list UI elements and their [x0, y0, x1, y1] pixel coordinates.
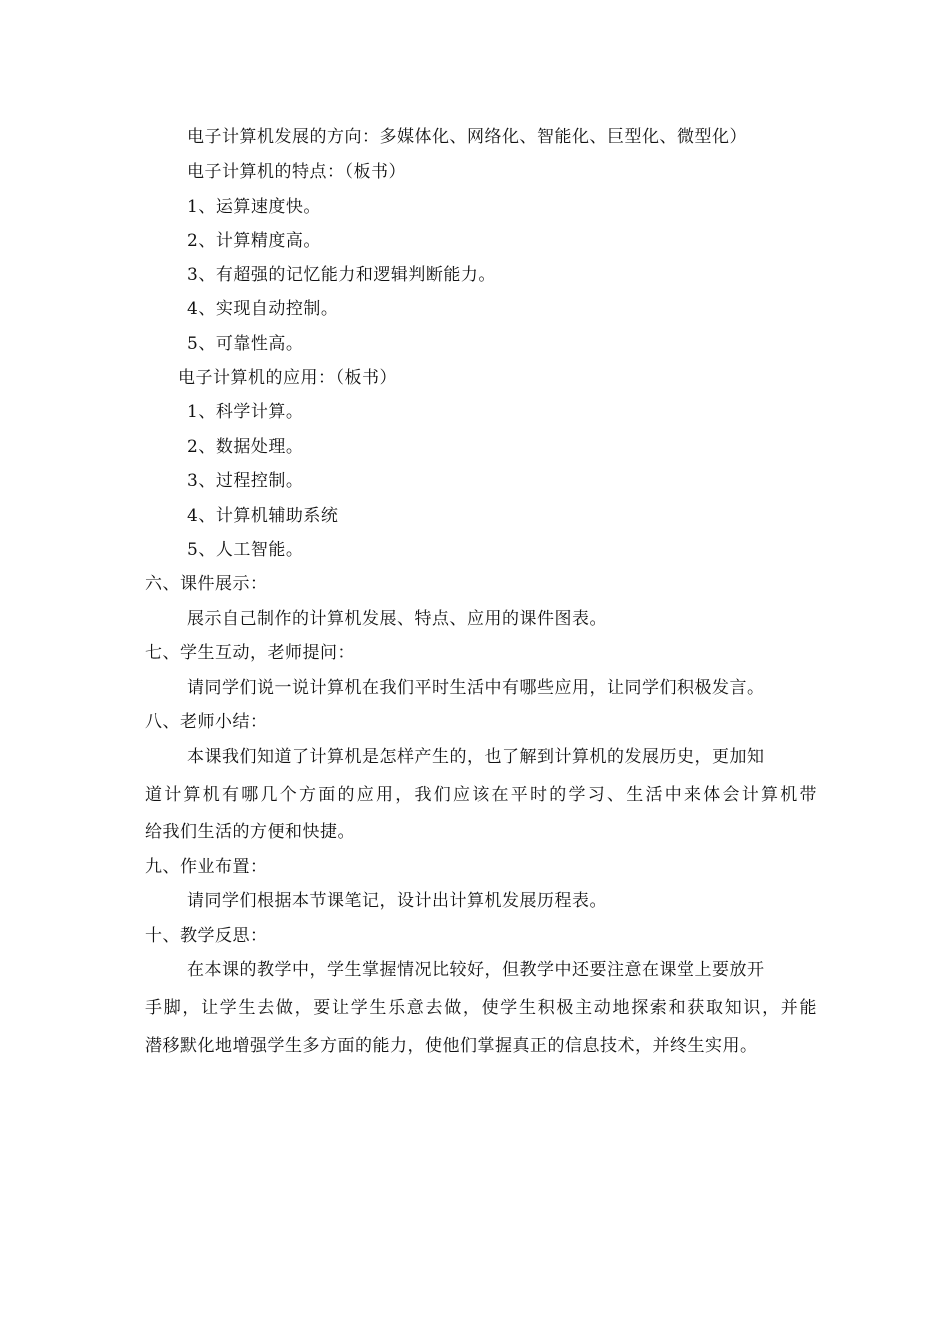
section-six-text: 展示自己制作的计算机发展、特点、应用的课件图表。 [187, 609, 607, 629]
feature-item-5: 5、可靠性高。 [187, 334, 304, 354]
application-item-2: 2、数据处理。 [187, 437, 304, 457]
development-direction-line: 电子计算机发展的方向：多媒体化、网络化、智能化、巨型化、微型化） [187, 127, 747, 147]
section-ten-heading: 十、教学反思： [145, 926, 268, 946]
applications-heading: 电子计算机的应用：（板书） [178, 368, 397, 388]
summary-paragraph-line-2: 道计算机有哪几个方面的应用，我们应该在平时的学习、生活中来体会计算机带 [145, 785, 817, 805]
feature-item-3: 3、有超强的记忆能力和逻辑判断能力。 [187, 265, 496, 285]
summary-paragraph-line-3: 给我们生活的方便和快捷。 [145, 822, 355, 842]
reflection-paragraph-line-2: 手脚，让学生去做，要让学生乐意去做，使学生积极主动地探索和获取知识，并能 [145, 998, 817, 1018]
application-item-5: 5、人工智能。 [187, 540, 304, 560]
application-item-1: 1、科学计算。 [187, 402, 304, 422]
section-eight-heading: 八、老师小结： [145, 712, 268, 732]
summary-paragraph-line-1: 本课我们知道了计算机是怎样产生的，也了解到计算机的发展历史，更加知 [187, 747, 765, 767]
application-item-3: 3、过程控制。 [187, 471, 304, 491]
reflection-paragraph-line-1: 在本课的教学中，学生掌握情况比较好，但教学中还要注意在课堂上要放开 [187, 960, 765, 980]
section-seven-heading: 七、学生互动，老师提问： [145, 643, 355, 663]
feature-item-2: 2、计算精度高。 [187, 231, 321, 251]
application-item-4: 4、计算机辅助系统 [187, 506, 339, 526]
reflection-paragraph-line-3: 潜移默化地增强学生多方面的能力，使他们掌握真正的信息技术，并终生实用。 [145, 1036, 758, 1056]
section-six-heading: 六、课件展示： [145, 574, 268, 594]
section-nine-heading: 九、作业布置： [145, 857, 268, 877]
section-nine-text: 请同学们根据本节课笔记，设计出计算机发展历程表。 [187, 891, 607, 911]
feature-item-4: 4、实现自动控制。 [187, 299, 339, 319]
feature-item-1: 1、运算速度快。 [187, 197, 321, 217]
section-seven-text: 请同学们说一说计算机在我们平时生活中有哪些应用，让同学们积极发言。 [187, 678, 765, 698]
features-heading: 电子计算机的特点：（板书） [187, 162, 406, 182]
